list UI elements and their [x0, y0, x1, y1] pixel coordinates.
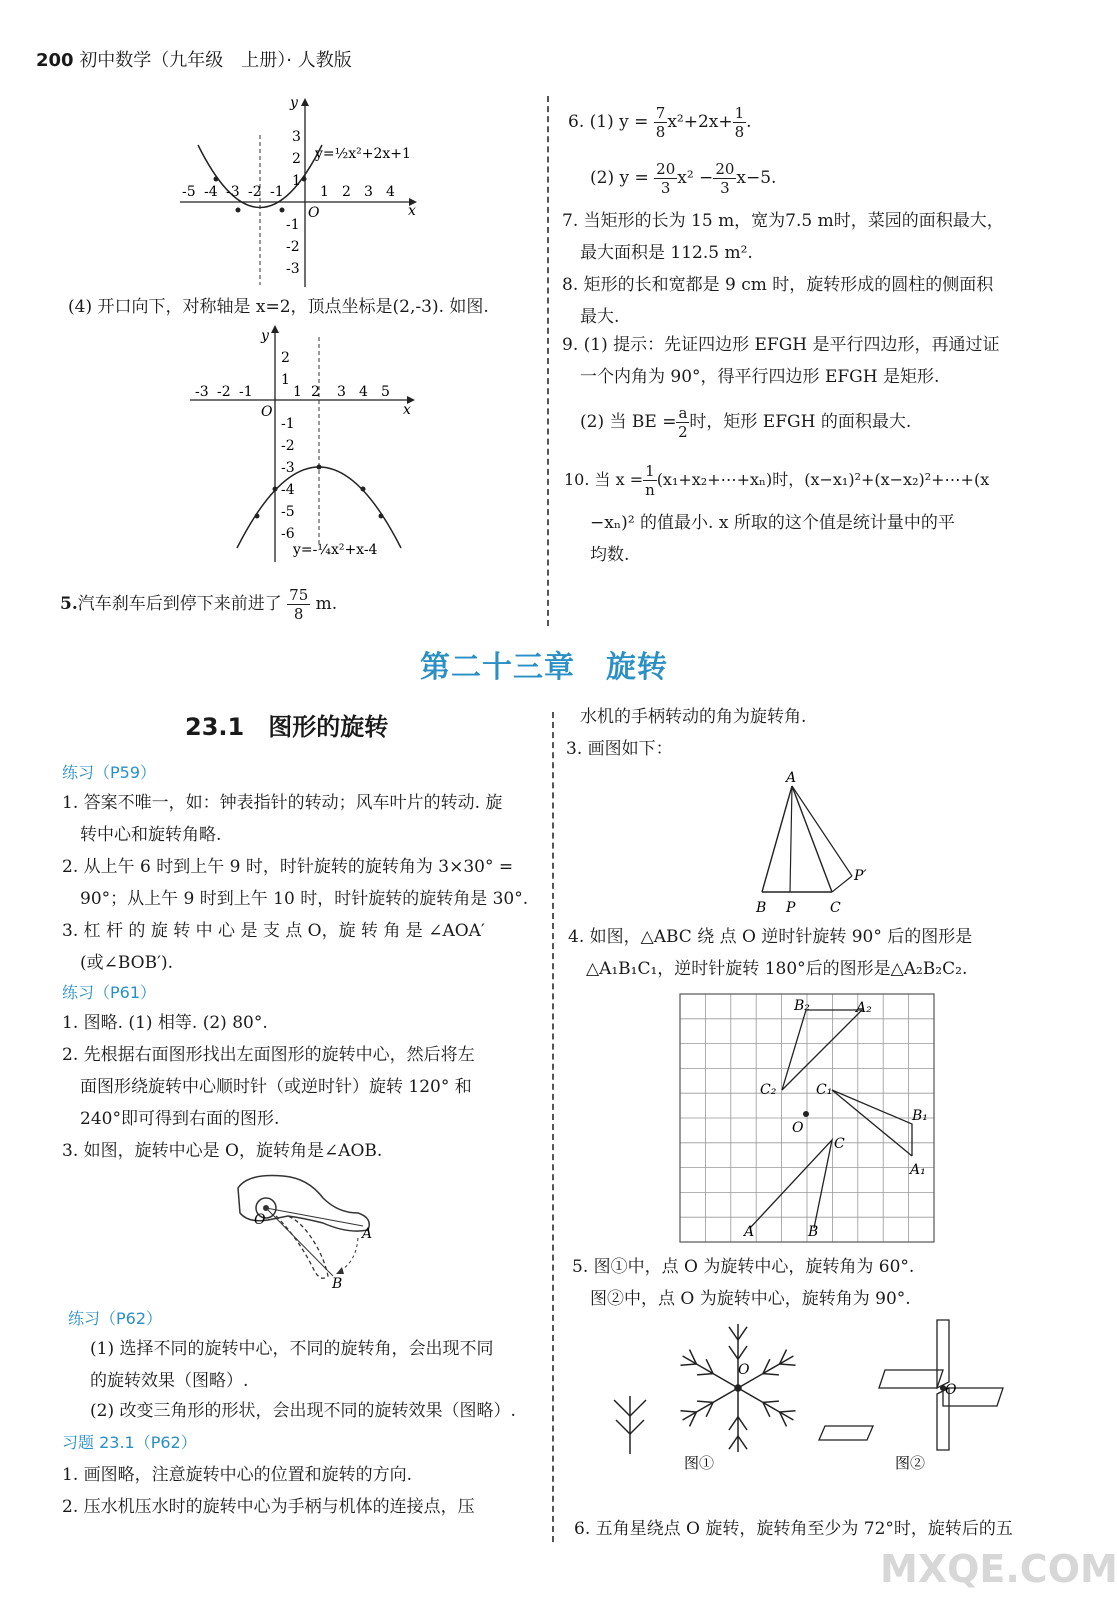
- fraction: $\frac{75}{8}$: [289, 586, 309, 623]
- graph2-ylabel: y: [261, 328, 269, 344]
- tick: -5: [182, 184, 196, 200]
- q9-b: 一个内角为 90°，得平行四边形 EFGH 是矩形.: [580, 367, 940, 387]
- item-4: (4) 开口向下，对称轴是 x=2，顶点坐标是(2,-3). 如图.: [68, 297, 489, 317]
- label-b2: B₂: [794, 998, 810, 1014]
- tick: -4: [281, 482, 295, 498]
- q9-c: (2) 当 BE = $\frac{a}{2}$ 时，矩形 EFGH 的面积最大.: [580, 404, 912, 441]
- tick: -2: [217, 384, 231, 400]
- tick: 2: [281, 350, 290, 366]
- text-line: 面图形绕旋转中心顺时针（或逆时针）旋转 120° 和: [80, 1077, 472, 1097]
- parabola-graph-1: [170, 95, 430, 290]
- text-line: 1. 答案不唯一，如：钟表指针的转动；风车叶片的转动. 旋: [62, 793, 503, 813]
- tick: 1: [292, 173, 301, 189]
- label-a2: A₂: [856, 1000, 872, 1016]
- text-line: 240°即可得到右面的图形.: [80, 1109, 280, 1129]
- label-b: B: [756, 900, 767, 916]
- figure-1-caption: 图①: [684, 1454, 715, 1472]
- graph1-xlabel: x: [408, 203, 416, 219]
- section-practice-p61: 练习（P61）: [62, 983, 157, 1002]
- label-o: O: [254, 1212, 266, 1228]
- label-c1: C₁: [816, 1082, 833, 1098]
- text-line: (或∠BOB′).: [80, 953, 174, 973]
- text-line: 6. 五角星绕点 O 旋转，旋转角至少为 72°时，旋转后的五: [574, 1519, 1013, 1539]
- section-practice-p62: 练习（P62）: [68, 1309, 163, 1328]
- text-line: 2. 从上午 6 时到上午 9 时，时针旋转的旋转角为 3×30° =: [62, 857, 514, 877]
- q6-line1: 6. (1) y = $\frac{7}{8}$ x²+2x+ $\frac{1}{8}$ .: [568, 104, 752, 141]
- label-a1: A₁: [910, 1162, 926, 1178]
- parabola-graph-2: [185, 322, 425, 570]
- text-line: 3. 如图，旋转中心是 O，旋转角是∠AOB.: [62, 1141, 383, 1161]
- tick: -2: [281, 438, 295, 454]
- label-b1: B₁: [912, 1108, 928, 1124]
- label-a: A: [744, 1224, 755, 1240]
- tick: 3: [337, 384, 346, 400]
- tick: -3: [195, 384, 209, 400]
- label-b: B: [332, 1276, 343, 1292]
- q10-c: 均数.: [590, 545, 630, 565]
- label-b: B: [808, 1224, 819, 1240]
- text-line: 水机的手柄转动的角为旋转角.: [580, 707, 807, 727]
- text-line: (2) 改变三角形的形状，会出现不同的旋转效果（图略）.: [90, 1401, 516, 1421]
- label-p-prime: P′: [854, 868, 867, 884]
- tick: -2: [286, 239, 300, 255]
- text-line: 3. 画图如下：: [566, 739, 673, 759]
- q6-line2: (2) y = $\frac{20}{3}$ x² − $\frac{20}{3}$ x−5.: [590, 160, 777, 197]
- label-a: A: [362, 1226, 373, 1242]
- text-line: 转中心和旋转角略.: [80, 825, 222, 845]
- label-a: A: [786, 770, 797, 786]
- text-line: 2. 先根据右面图形找出左面图形的旋转中心，然后将左: [62, 1045, 475, 1065]
- tick: -1: [270, 184, 284, 200]
- label-c: C: [834, 1136, 845, 1152]
- q8-b: 最大.: [580, 307, 620, 327]
- grid-rotation-figure: [676, 990, 938, 1248]
- q10-a: 10. 当 x = $\frac{1}{n}$ (x₁+x₂+⋯+xₙ)时，(x−x₁)²+(x−x₂)²+⋯+(x: [564, 462, 990, 499]
- tick: -1: [281, 416, 295, 432]
- q8-a: 8. 矩形的长和宽都是 9 cm 时，旋转形成的圆柱的侧面积: [562, 275, 994, 295]
- figure-2-caption: 图②: [895, 1454, 926, 1472]
- tick: 2: [311, 384, 320, 400]
- tick: 1: [281, 372, 290, 388]
- label-c2: C₂: [760, 1082, 777, 1098]
- label-o: O: [738, 1362, 750, 1378]
- tick: -6: [281, 526, 295, 542]
- text-line: 5. 图①中，点 O 为旋转中心，旋转角为 60°.: [572, 1257, 915, 1277]
- text-line: (1) 选择不同的旋转中心，不同的旋转角，会出现不同: [90, 1339, 494, 1359]
- page-header: [36, 50, 352, 72]
- text-line: 1. 图略. (1) 相等. (2) 80°.: [62, 1013, 268, 1033]
- label-p: P: [786, 900, 796, 916]
- graph1-ylabel: y: [290, 95, 298, 111]
- text-line: 3. 杠 杆 的 旋 转 中 心 是 支 点 O，旋 转 角 是 ∠AOA′: [62, 921, 485, 941]
- tick: 4: [386, 184, 395, 200]
- text-line: △A₁B₁C₁，逆时针旋转 180°后的图形是△A₂B₂C₂.: [586, 959, 968, 979]
- tick: -1: [239, 384, 253, 400]
- tick: 5: [381, 384, 390, 400]
- text-line: 1. 画图略，注意旋转中心的位置和旋转的方向.: [62, 1465, 413, 1485]
- tick: 3: [292, 129, 301, 145]
- tick: 2: [342, 184, 351, 200]
- tick: 1: [320, 184, 329, 200]
- tick: -3: [281, 460, 295, 476]
- chapter-title: 第二十三章 旋转: [420, 650, 668, 685]
- snowflake-figure: [600, 1316, 810, 1486]
- tick: 3: [364, 184, 373, 200]
- label-o: O: [945, 1382, 957, 1398]
- page-number: 200: [36, 50, 74, 71]
- text-line: 4. 如图，△ABC 绕 点 O 逆时针旋转 90° 后的图形是: [568, 927, 973, 947]
- graph2-origin: O: [261, 404, 273, 420]
- book-title: 初中数学（九年级 上册）· 人教版: [79, 50, 352, 71]
- tick: -1: [286, 217, 300, 233]
- column-divider-bottom: [552, 712, 554, 1542]
- graph1-equation: y=½x²+2x+1: [315, 146, 411, 162]
- section-title: 23.1 图形的旋转: [185, 713, 389, 741]
- watermark: MXQE.COM: [880, 1547, 1118, 1591]
- tick: -4: [204, 184, 218, 200]
- graph2-xlabel: x: [403, 402, 411, 418]
- q7-b: 最大面积是 112.5 m².: [580, 243, 753, 263]
- text-line: 2. 压水机压水时的旋转中心为手柄与机体的连接点，压: [62, 1497, 475, 1517]
- text-line: 的旋转效果（图略）.: [90, 1371, 249, 1391]
- q10-b: −xₙ)² 的值最小. x 所取的这个值是统计量中的平: [590, 513, 955, 533]
- q9-a: 9. (1) 提示：先证四边形 EFGH 是平行四边形，再通过证: [562, 335, 1000, 355]
- triangle-rotation-figure: [748, 766, 888, 921]
- tick: 2: [292, 151, 301, 167]
- graph2-equation: y=-¼x²+x-4: [293, 542, 378, 558]
- item-5: 5.汽车刹车后到停下来前进了 $\frac{75}{8}$ m.: [60, 586, 338, 623]
- tick: -3: [286, 261, 300, 277]
- tick: -2: [248, 184, 262, 200]
- pinwheel-figure: [815, 1316, 1015, 1486]
- graph1-origin: O: [308, 205, 320, 221]
- lever-rotation-figure: [228, 1168, 388, 1298]
- section-exercise-23-1: 习题 23.1（P62）: [62, 1433, 197, 1452]
- tick: -3: [226, 184, 240, 200]
- q7-a: 7. 当矩形的长为 15 m，宽为7.5 m时，菜园的面积最大，: [562, 211, 1004, 231]
- section-practice-p59: 练习（P59）: [62, 763, 157, 782]
- text-line: 图②中，点 O 为旋转中心，旋转角为 90°.: [590, 1289, 911, 1309]
- tick: -5: [281, 504, 295, 520]
- tick: 4: [359, 384, 368, 400]
- tick: 1: [293, 384, 302, 400]
- text-line: 90°；从上午 9 时到上午 10 时，时针旋转的旋转角是 30°.: [80, 889, 529, 909]
- label-o: O: [792, 1120, 804, 1136]
- column-divider-top: [547, 96, 549, 626]
- label-c: C: [830, 900, 841, 916]
